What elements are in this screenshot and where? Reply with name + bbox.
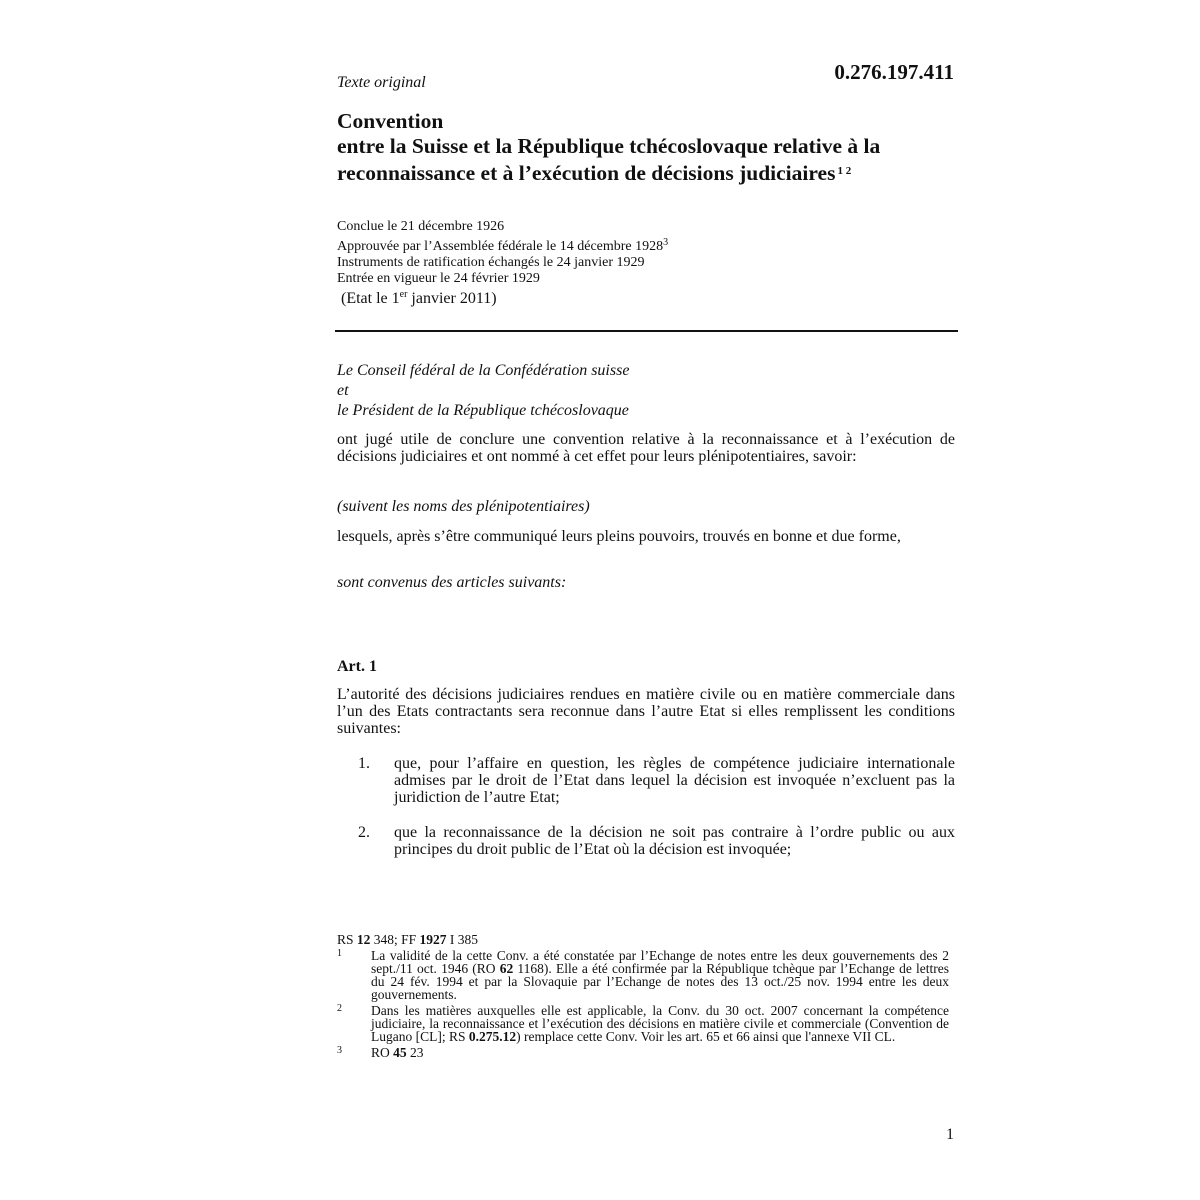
footnote-text [371, 1046, 949, 1059]
source-rs: RS [337, 932, 357, 947]
horizontal-rule [335, 330, 958, 332]
footnote-text [371, 949, 949, 1001]
list-item-text: que, pour l’affaire en question, les règles de compétence judiciaire internationale admises par le droit de l’Etat dans lequel la décision est invoquée n’excluent pas la juridiction de l’autre Etat; [394, 755, 955, 806]
state-date [341, 289, 497, 308]
meta-approved-text: Approuvée par l’Assemblée fédérale le 14 décembre 1928 [337, 239, 664, 254]
title-line-3-text: reconnaissance et à l’exécution de décisions judiciaires [337, 161, 836, 185]
state-prefix: (Etat le 1 [341, 290, 400, 307]
preamble-party-1: Le Conseil fédéral de la Confédération suisse [337, 362, 630, 379]
footnote-number: 3 [337, 1045, 342, 1056]
source-mid: 348; FF [370, 932, 420, 947]
footnote-source [337, 933, 949, 946]
source-end: I 385 [446, 932, 479, 947]
title-line-2: entre la Suisse et la République tchécoslovaque relative à la [337, 134, 881, 158]
footnote-text-bold: 45 [393, 1045, 407, 1060]
meta-entry-into-force: Entrée en vigueur le 24 février 1929 [337, 271, 540, 286]
footnote-text-bold: 0.275.12 [468, 1029, 517, 1044]
preamble-plenipotentiaries: (suivent les noms des plénipotentiaires) [337, 498, 590, 515]
rs-number: 0.276.197.411 [834, 60, 954, 84]
footnote-text-part: ) remplace cette Conv. Voir les art. 65 et 66 ainsi que l'annexe VII CL. [516, 1029, 896, 1044]
meta-approved-footnote-ref[interactable]: 3 [663, 237, 669, 248]
preamble-party-2: le Président de la République tchécoslovaque [337, 402, 629, 419]
preamble-agreed: sont convenus des articles suivants: [337, 574, 567, 591]
title-line-3 [337, 159, 977, 186]
state-sup: er [399, 289, 408, 300]
footnote-text-part: La validité de la cette Conv. a été constatée par l’Echange de notes entre les deux gouvernements des 2 sept./11 oct. 1946 (RO [371, 948, 949, 976]
meta-approved [337, 235, 668, 255]
preamble-paragraph-2: lesquels, après s’être communiqué leurs pleins pouvoirs, trouvés en bonne et due forme, [337, 528, 901, 545]
article-1-intro: L’autorité des décisions judiciaires rendues en matière civile ou en matière commerciale dans l’un des Etats contractants sera reconnue dans l’autre Etat si elles remplissent les conditions suivantes: [337, 686, 955, 737]
document-title [337, 109, 977, 186]
preamble-conjunction: et [337, 382, 349, 399]
document-meta [337, 219, 668, 287]
footnote-text-bold: 62 [499, 961, 514, 976]
article-1-item-1 [337, 755, 955, 806]
list-item-number: 2. [358, 824, 370, 841]
source-ff-year: 1927 [419, 932, 447, 947]
footnote-number: 1 [337, 948, 342, 959]
state-suffix: janvier 2011) [407, 290, 497, 307]
footnote-3 [337, 1046, 949, 1059]
footnote-1 [337, 949, 949, 1001]
footnote-text [371, 1004, 949, 1043]
list-item-text: que la reconnaissance de la décision ne soit pas contraire à l’ordre public ou aux principes du droit public de l’Etat où la décision est invoquée; [394, 824, 955, 858]
footnote-text-part: 1168). Elle a été confirmée par la République tchèque par l’Echange de lettres du 24 fév. 1994 et par la Slovaquie par l’Echange de notes des 13 oct./25 nov. 1994 entre les deux gouvernements. [371, 961, 949, 1002]
footnote-text-part: RO [371, 1045, 394, 1060]
meta-concluded: Conclue le 21 décembre 1926 [337, 219, 505, 234]
preamble-paragraph-1: ont jugé utile de conclure une convention relative à la reconnaissance et à l’exécution de décisions judiciaires et ont nommé à cet effet pour leurs plénipotentiaires, savoir: [337, 431, 955, 465]
document-label: Texte original [337, 74, 426, 91]
list-item-number: 1. [358, 755, 370, 772]
meta-ratification: Instruments de ratification échangés le 24 janvier 1929 [337, 255, 645, 270]
article-1-item-2 [337, 824, 955, 858]
article-1-title: Art. 1 [337, 658, 377, 675]
footnote-text-part: 23 [406, 1045, 424, 1060]
title-footnote-refs[interactable]: 1 2 [837, 165, 852, 177]
footnote-number: 2 [337, 1003, 342, 1014]
footnote-text-part: Dans les matières auxquelles elle est applicable, la Conv. du 30 oct. 2007 concernant la compétence judiciaire, la reconnaissance et l’exécution des décisions en matière civile et commerciale (Convention de Lugano [CL]; RS [371, 1003, 949, 1044]
title-line-1: Convention [337, 109, 444, 133]
page-number: 1 [946, 1126, 954, 1143]
footnotes [337, 933, 949, 1059]
source-rs-number: 12 [356, 932, 371, 947]
footnote-2 [337, 1004, 949, 1043]
